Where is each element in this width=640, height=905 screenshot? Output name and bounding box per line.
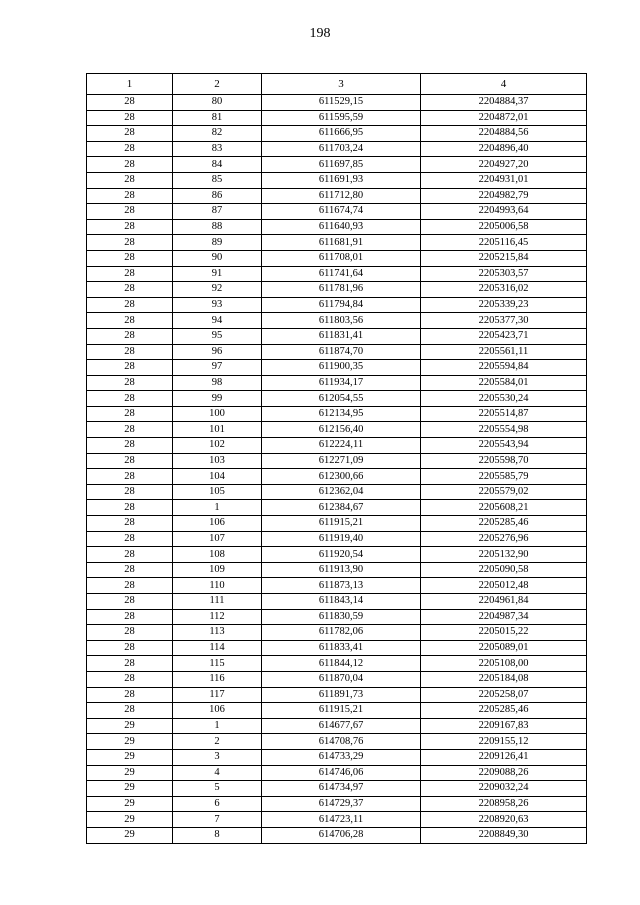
table-cell-col-1: 28 (87, 531, 173, 547)
table-cell-col-4: 2205015,22 (421, 625, 587, 641)
table-cell-col-1: 28 (87, 640, 173, 656)
table-cell-col-2: 1 (173, 500, 262, 516)
table-cell-col-1: 28 (87, 110, 173, 126)
table-cell-col-1: 28 (87, 687, 173, 703)
table-cell-col-4: 2205316,02 (421, 282, 587, 298)
table-cell-col-3: 612300,66 (262, 469, 421, 485)
table-cell-col-2: 106 (173, 516, 262, 532)
table-cell-col-1: 28 (87, 204, 173, 220)
table-cell-col-2: 113 (173, 625, 262, 641)
table-cell-col-1: 28 (87, 313, 173, 329)
table-cell-col-2: 106 (173, 703, 262, 719)
table-row (87, 687, 587, 703)
table-cell-col-3: 611900,35 (262, 360, 421, 376)
table-cell-col-1: 28 (87, 594, 173, 610)
table-cell-col-2: 115 (173, 656, 262, 672)
table-cell-col-3: 614723,11 (262, 812, 421, 828)
table-cell-col-3: 611691,93 (262, 172, 421, 188)
table-cell-col-1: 28 (87, 656, 173, 672)
table-cell-col-1: 28 (87, 703, 173, 719)
column-header-2: 2 (173, 74, 262, 95)
table-cell-col-1: 28 (87, 266, 173, 282)
table-cell-col-4: 2204884,56 (421, 126, 587, 142)
table-cell-col-1: 29 (87, 718, 173, 734)
table-row (87, 469, 587, 485)
table-row (87, 500, 587, 516)
table-cell-col-1: 28 (87, 500, 173, 516)
header-row (87, 74, 587, 95)
table-cell-col-3: 611803,56 (262, 313, 421, 329)
table-cell-col-3: 611831,41 (262, 328, 421, 344)
table-cell-col-1: 28 (87, 95, 173, 111)
table-cell-col-3: 611703,24 (262, 141, 421, 157)
table-cell-col-4: 2205116,45 (421, 235, 587, 251)
table-cell-col-2: 116 (173, 671, 262, 687)
table-cell-col-2: 103 (173, 453, 262, 469)
table-cell-col-4: 2204896,40 (421, 141, 587, 157)
table-cell-col-2: 108 (173, 547, 262, 563)
table-row (87, 266, 587, 282)
table-cell-col-3: 614734,97 (262, 781, 421, 797)
table-row (87, 594, 587, 610)
table-cell-col-3: 611741,64 (262, 266, 421, 282)
table-cell-col-3: 614677,67 (262, 718, 421, 734)
table-cell-col-1: 29 (87, 796, 173, 812)
table-cell-col-3: 611833,41 (262, 640, 421, 656)
table-cell-col-4: 2204931,01 (421, 172, 587, 188)
table-cell-col-1: 28 (87, 157, 173, 173)
table-cell-col-4: 2205584,01 (421, 375, 587, 391)
table-cell-col-4: 2204993,64 (421, 204, 587, 220)
table-row (87, 812, 587, 828)
table-cell-col-3: 614708,76 (262, 734, 421, 750)
table-cell-col-3: 612362,04 (262, 484, 421, 500)
table-cell-col-1: 28 (87, 562, 173, 578)
table-cell-col-2: 91 (173, 266, 262, 282)
table-cell-col-3: 611595,59 (262, 110, 421, 126)
table-cell-col-4: 2205339,23 (421, 297, 587, 313)
table-cell-col-1: 29 (87, 734, 173, 750)
table-cell-col-2: 89 (173, 235, 262, 251)
table-cell-col-2: 98 (173, 375, 262, 391)
table-cell-col-2: 110 (173, 578, 262, 594)
table-cell-col-3: 612224,11 (262, 438, 421, 454)
table-cell-col-4: 2204927,20 (421, 157, 587, 173)
table-row (87, 734, 587, 750)
table-cell-col-1: 28 (87, 469, 173, 485)
table-cell-col-4: 2208849,30 (421, 827, 587, 843)
table-cell-col-1: 28 (87, 328, 173, 344)
table-row (87, 531, 587, 547)
table-cell-col-1: 28 (87, 375, 173, 391)
table-cell-col-2: 82 (173, 126, 262, 142)
table-cell-col-4: 2205303,57 (421, 266, 587, 282)
table-cell-col-2: 112 (173, 609, 262, 625)
table-cell-col-4: 2205598,70 (421, 453, 587, 469)
table-cell-col-4: 2205215,84 (421, 250, 587, 266)
coordinates-table (86, 73, 587, 844)
table-row (87, 438, 587, 454)
table-cell-col-4: 2205585,79 (421, 469, 587, 485)
table-cell-col-4: 2205012,48 (421, 578, 587, 594)
table-row (87, 406, 587, 422)
table-cell-col-2: 109 (173, 562, 262, 578)
table-cell-col-2: 88 (173, 219, 262, 235)
table-row (87, 141, 587, 157)
table-cell-col-3: 612271,09 (262, 453, 421, 469)
table-cell-col-3: 611681,91 (262, 235, 421, 251)
table-cell-col-1: 28 (87, 516, 173, 532)
table-cell-col-4: 2205594,84 (421, 360, 587, 376)
table-row (87, 282, 587, 298)
column-header-4: 4 (421, 74, 587, 95)
table-row (87, 110, 587, 126)
table-cell-col-3: 611873,13 (262, 578, 421, 594)
table-cell-col-4: 2205108,00 (421, 656, 587, 672)
table-cell-col-2: 97 (173, 360, 262, 376)
table-cell-col-3: 611781,96 (262, 282, 421, 298)
table-cell-col-3: 611666,95 (262, 126, 421, 142)
table-cell-col-3: 611891,73 (262, 687, 421, 703)
table-cell-col-1: 28 (87, 282, 173, 298)
table-cell-col-4: 2205089,01 (421, 640, 587, 656)
table-row (87, 328, 587, 344)
table-cell-col-2: 95 (173, 328, 262, 344)
table-cell-col-1: 28 (87, 219, 173, 235)
table-cell-col-1: 28 (87, 422, 173, 438)
table-row (87, 562, 587, 578)
table-cell-col-2: 3 (173, 749, 262, 765)
table-cell-col-1: 28 (87, 453, 173, 469)
table-cell-col-3: 611794,84 (262, 297, 421, 313)
table-cell-col-4: 2205514,87 (421, 406, 587, 422)
table-cell-col-3: 612054,55 (262, 391, 421, 407)
table-cell-col-2: 101 (173, 422, 262, 438)
table-cell-col-2: 8 (173, 827, 262, 843)
table-cell-col-4: 2209167,83 (421, 718, 587, 734)
table-row (87, 344, 587, 360)
column-header-1: 1 (87, 74, 173, 95)
table-cell-col-2: 2 (173, 734, 262, 750)
table-row (87, 219, 587, 235)
table-cell-col-2: 7 (173, 812, 262, 828)
table-row (87, 609, 587, 625)
table-cell-col-4: 2205006,58 (421, 219, 587, 235)
table-cell-col-3: 611708,01 (262, 250, 421, 266)
table-cell-col-4: 2205285,46 (421, 703, 587, 719)
table-cell-col-3: 611697,85 (262, 157, 421, 173)
table-cell-col-1: 29 (87, 781, 173, 797)
table-cell-col-4: 2204987,34 (421, 609, 587, 625)
table-cell-col-4: 2205554,98 (421, 422, 587, 438)
table-cell-col-3: 614746,06 (262, 765, 421, 781)
table-row (87, 172, 587, 188)
table-cell-col-2: 96 (173, 344, 262, 360)
table-cell-col-4: 2205132,90 (421, 547, 587, 563)
table-row (87, 796, 587, 812)
table-cell-col-1: 28 (87, 235, 173, 251)
table-cell-col-4: 2205608,21 (421, 500, 587, 516)
table-cell-col-1: 28 (87, 360, 173, 376)
table-cell-col-1: 28 (87, 438, 173, 454)
table-cell-col-2: 1 (173, 718, 262, 734)
table-row (87, 422, 587, 438)
table-cell-col-2: 94 (173, 313, 262, 329)
table-cell-col-2: 81 (173, 110, 262, 126)
table-cell-col-4: 2208920,63 (421, 812, 587, 828)
table-cell-col-4: 2205184,08 (421, 671, 587, 687)
table-cell-col-3: 611844,12 (262, 656, 421, 672)
table-row (87, 126, 587, 142)
table-cell-col-4: 2205377,30 (421, 313, 587, 329)
table-cell-col-3: 611915,21 (262, 516, 421, 532)
table-cell-col-2: 6 (173, 796, 262, 812)
table-cell-col-2: 84 (173, 157, 262, 173)
table-cell-col-2: 90 (173, 250, 262, 266)
table-body (87, 95, 587, 844)
table-row (87, 188, 587, 204)
table-cell-col-3: 614733,29 (262, 749, 421, 765)
table-cell-col-3: 611874,70 (262, 344, 421, 360)
table-cell-col-1: 29 (87, 812, 173, 828)
table-row (87, 671, 587, 687)
table-cell-col-3: 611870,04 (262, 671, 421, 687)
table-cell-col-1: 29 (87, 749, 173, 765)
table-cell-col-1: 28 (87, 609, 173, 625)
table-cell-col-1: 28 (87, 406, 173, 422)
table-row (87, 250, 587, 266)
table-row (87, 313, 587, 329)
table-cell-col-4: 2205530,24 (421, 391, 587, 407)
table-cell-col-1: 29 (87, 827, 173, 843)
table-cell-col-1: 28 (87, 578, 173, 594)
table-cell-col-3: 611712,80 (262, 188, 421, 204)
table-cell-col-3: 612134,95 (262, 406, 421, 422)
table-row (87, 95, 587, 111)
table-cell-col-2: 102 (173, 438, 262, 454)
table-cell-col-1: 28 (87, 671, 173, 687)
table-row (87, 360, 587, 376)
table-cell-col-2: 114 (173, 640, 262, 656)
table-row (87, 625, 587, 641)
table-row (87, 157, 587, 173)
table-cell-col-2: 104 (173, 469, 262, 485)
table-cell-col-1: 28 (87, 391, 173, 407)
table-cell-col-3: 611934,17 (262, 375, 421, 391)
table-cell-col-2: 5 (173, 781, 262, 797)
table-row (87, 391, 587, 407)
table-cell-col-2: 99 (173, 391, 262, 407)
table-row (87, 453, 587, 469)
table-cell-col-2: 107 (173, 531, 262, 547)
table-row (87, 656, 587, 672)
table-cell-col-3: 611915,21 (262, 703, 421, 719)
table-cell-col-3: 611830,59 (262, 609, 421, 625)
table-cell-col-4: 2205276,96 (421, 531, 587, 547)
page-number: 198 (309, 26, 331, 41)
table-cell-col-1: 28 (87, 297, 173, 313)
table-cell-col-3: 611919,40 (262, 531, 421, 547)
table-cell-col-3: 611920,54 (262, 547, 421, 563)
table-cell-col-4: 2205285,46 (421, 516, 587, 532)
table-cell-col-2: 83 (173, 141, 262, 157)
table-row (87, 781, 587, 797)
column-header-3: 3 (262, 74, 421, 95)
table-cell-col-3: 614729,37 (262, 796, 421, 812)
table-row (87, 235, 587, 251)
table-cell-col-2: 4 (173, 765, 262, 781)
table-cell-col-4: 2205543,94 (421, 438, 587, 454)
table-row (87, 484, 587, 500)
table-cell-col-3: 611913,90 (262, 562, 421, 578)
table-cell-col-3: 611674,74 (262, 204, 421, 220)
table-cell-col-3: 614706,28 (262, 827, 421, 843)
table-row (87, 827, 587, 843)
table-row (87, 297, 587, 313)
table-row (87, 547, 587, 563)
table-row (87, 765, 587, 781)
table-cell-col-4: 2204982,79 (421, 188, 587, 204)
table-cell-col-2: 93 (173, 297, 262, 313)
table-cell-col-3: 611529,15 (262, 95, 421, 111)
table-cell-col-2: 86 (173, 188, 262, 204)
table-cell-col-1: 28 (87, 250, 173, 266)
table-cell-col-2: 80 (173, 95, 262, 111)
table-row (87, 204, 587, 220)
table-cell-col-4: 2205561,11 (421, 344, 587, 360)
table-cell-col-3: 611640,93 (262, 219, 421, 235)
table-row (87, 375, 587, 391)
table-cell-col-4: 2204884,37 (421, 95, 587, 111)
table-header (87, 74, 587, 95)
table-cell-col-2: 105 (173, 484, 262, 500)
table-row (87, 640, 587, 656)
table-cell-col-1: 28 (87, 172, 173, 188)
table-cell-col-3: 612156,40 (262, 422, 421, 438)
table-cell-col-4: 2205258,07 (421, 687, 587, 703)
table-cell-col-1: 28 (87, 625, 173, 641)
table-cell-col-1: 29 (87, 765, 173, 781)
table-cell-col-2: 111 (173, 594, 262, 610)
table-row (87, 578, 587, 594)
table-row (87, 718, 587, 734)
table-cell-col-1: 28 (87, 344, 173, 360)
table-cell-col-4: 2205423,71 (421, 328, 587, 344)
table-cell-col-1: 28 (87, 126, 173, 142)
table-cell-col-4: 2209032,24 (421, 781, 587, 797)
table-cell-col-1: 28 (87, 484, 173, 500)
table-cell-col-2: 117 (173, 687, 262, 703)
table-cell-col-2: 85 (173, 172, 262, 188)
table-cell-col-1: 28 (87, 141, 173, 157)
table-cell-col-4: 2208958,26 (421, 796, 587, 812)
table-cell-col-3: 612384,67 (262, 500, 421, 516)
table-cell-col-3: 611843,14 (262, 594, 421, 610)
table-row (87, 749, 587, 765)
table-cell-col-2: 100 (173, 406, 262, 422)
table-cell-col-4: 2205579,02 (421, 484, 587, 500)
table-cell-col-4: 2205090,58 (421, 562, 587, 578)
table-cell-col-1: 28 (87, 547, 173, 563)
table-cell-col-4: 2209126,41 (421, 749, 587, 765)
table-cell-col-1: 28 (87, 188, 173, 204)
table-cell-col-4: 2204872,01 (421, 110, 587, 126)
table-cell-col-4: 2204961,84 (421, 594, 587, 610)
table-cell-col-3: 611782,06 (262, 625, 421, 641)
table-row (87, 703, 587, 719)
table-cell-col-4: 2209088,26 (421, 765, 587, 781)
table-cell-col-2: 87 (173, 204, 262, 220)
table-cell-col-2: 92 (173, 282, 262, 298)
table-row (87, 516, 587, 532)
table-cell-col-4: 2209155,12 (421, 734, 587, 750)
